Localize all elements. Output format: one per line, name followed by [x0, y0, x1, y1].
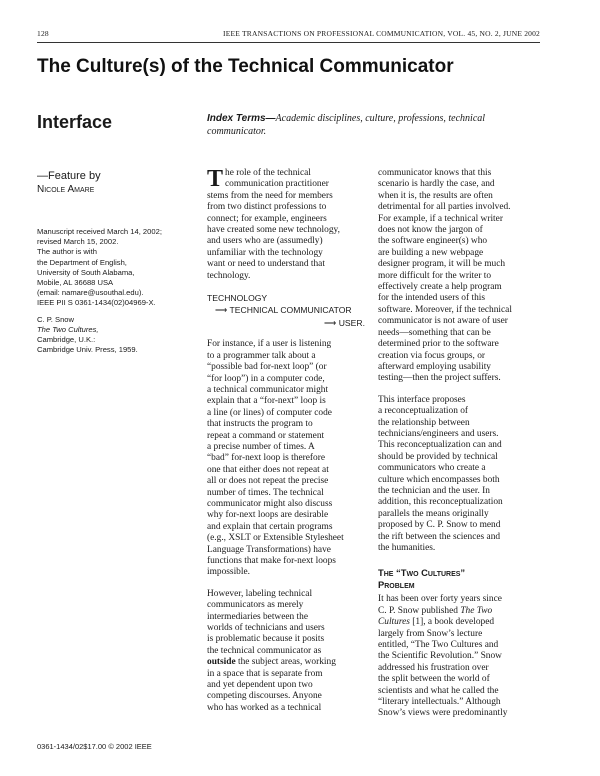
text-line: want or need to understand that	[207, 259, 325, 270]
text-line: “literary intellectuals.” Although	[378, 697, 501, 708]
text-line: creation via focus groups, or	[378, 350, 485, 361]
text-line: repeat a command or statement	[207, 430, 325, 441]
text-line: culture which encompasses both	[378, 474, 500, 485]
body-column-1	[207, 168, 365, 714]
journal-citation: IEEE TRANSACTIONS ON PROFESSIONAL COMMUNICATION, VOL. 45, NO. 2, JUNE 2002	[223, 29, 540, 38]
note-line: (email: namare@usouthal.edu).	[37, 288, 144, 298]
text-line: why for-next loops are desirable	[207, 510, 329, 521]
subhead-line: Problem	[378, 579, 415, 591]
text-line: addition, this reconceptualization	[378, 497, 503, 508]
flow-sequence	[207, 292, 365, 329]
text-line: from two distinct professions to	[207, 202, 327, 213]
running-header	[37, 29, 540, 41]
text-line: is problematic because it posits	[207, 634, 325, 645]
sequence-line: ⟶ TECHNICAL COMMUNICATOR	[215, 305, 352, 316]
subsection-heading	[378, 567, 538, 591]
text-line: needs—something that can be	[378, 327, 491, 338]
text-line: when it is, the results are often	[378, 190, 493, 201]
text-line: “for loop”) in a computer code,	[207, 373, 325, 384]
article-title: The Culture(s) of the Technical Communicator	[37, 56, 454, 77]
text-line: connect; for example, engineers	[207, 213, 327, 224]
text-line: the relationship between	[378, 417, 470, 428]
text-line: designer program, it will be much	[378, 259, 506, 270]
text-line: This interface proposes	[378, 394, 466, 405]
text-line: and explain that certain programs	[207, 521, 333, 532]
text-line: communicator might also discuss	[207, 498, 333, 509]
text-line: communicators as merely	[207, 600, 304, 611]
note-line: revised March 15, 2002.	[37, 237, 119, 247]
text-line: the humanities.	[378, 543, 436, 553]
copyright-footer: 0361-1434/02$17.00 © 2002 IEEE	[37, 742, 152, 751]
text-line: are building a new webpage	[378, 247, 484, 258]
text-line: proposed by C. P. Snow to mend	[378, 520, 501, 531]
text-line: stems from the need for members	[207, 190, 333, 201]
header-rule	[37, 42, 540, 43]
text-line: technology.	[207, 270, 251, 281]
feature-byline	[37, 170, 101, 196]
text-line: addressed his frustration over	[378, 662, 489, 673]
note-line: University of South Alabama,	[37, 267, 135, 277]
text-line: “bad” for-next loop is therefore	[207, 453, 325, 464]
manuscript-notes	[37, 227, 202, 355]
text-fragment: the subject areas, working	[235, 657, 336, 668]
citation-work: The Two Cultures,	[37, 324, 99, 334]
text-line: It has been over forty years since	[378, 594, 502, 605]
text-line: afterward employing usability	[378, 361, 491, 372]
text-line: a technical communicator might	[207, 384, 329, 395]
text-line: that instructs the program to	[207, 419, 313, 430]
text-fragment: [1], a book developed	[409, 617, 495, 628]
drop-cap: T	[207, 166, 224, 192]
text-line: and yet dependent upon two	[207, 680, 313, 691]
text-line: communicator knows that this	[378, 168, 492, 178]
text-line: all or does not repeat the precise	[207, 476, 329, 487]
text-line: worlds of technicians and users	[207, 623, 325, 634]
text-line: who has worked as a technical	[207, 702, 322, 713]
text-line: he role of the technical	[225, 168, 311, 178]
text-line	[378, 617, 538, 628]
book-title: The Two	[460, 605, 493, 616]
text-line: Snow’s views were predominantly	[378, 708, 508, 719]
text-line: the Scientific Revolution.” Snow	[378, 651, 502, 662]
text-line: parallels the means originally	[378, 508, 489, 519]
text-line: one that either does not repeat at	[207, 464, 329, 475]
text-line: However, labeling technical	[207, 588, 313, 599]
text-line: the split between the world of	[378, 674, 490, 685]
text-line: detrimental for all parties involved.	[378, 202, 511, 213]
section-heading: Interface	[37, 112, 113, 132]
text-line: number of times. The technical	[207, 487, 324, 498]
text-line: a reconceptualization of	[378, 406, 469, 417]
text-line: functions that make for-next loops	[207, 556, 336, 566]
text-line: a line (or lines) of computer code	[207, 407, 332, 418]
note-line: Mobile, AL 36688 USA	[37, 278, 114, 288]
note-line: Manuscript received March 14, 2002;	[37, 227, 162, 236]
body-column-2	[378, 168, 538, 720]
citation-publisher: Cambridge Univ. Press, 1959.	[37, 345, 138, 355]
subhead-line: The “Two Cultures”	[378, 567, 466, 579]
text-line: effectively create a help program	[378, 282, 502, 293]
emphasis-outside: outside	[207, 657, 236, 668]
text-line: technicians/engineers and users.	[378, 428, 499, 439]
text-line: communicators who create a	[378, 463, 486, 474]
text-line: testing—then the project suffers.	[378, 373, 501, 384]
text-line: a precise number of times. A	[207, 441, 315, 452]
text-line: intermediaries between the	[207, 611, 308, 622]
index-terms	[207, 112, 537, 138]
text-line: largely from Snow’s lecture	[378, 628, 483, 639]
text-line: entitled, “The Two Cultures and	[378, 640, 499, 651]
text-line: the software engineer(s) who	[378, 236, 488, 247]
note-line: IEEE PII S 0361-1434(02)04969-X.	[37, 298, 156, 308]
text-line: unfamiliar with the technology	[207, 247, 323, 258]
page-number: 128	[37, 29, 49, 38]
text-line: the technician and the user. In	[378, 485, 490, 496]
index-terms-label: Index Terms—	[207, 113, 276, 124]
text-line: communication practitioner	[225, 179, 329, 190]
text-line: scientists and what he called the	[378, 685, 499, 696]
text-line: determined prior to the software	[378, 339, 499, 350]
citation-place: Cambridge, U.K.:	[37, 335, 96, 345]
text-line: Language Transformations) have	[207, 544, 331, 555]
author-name: Nicole Amare	[37, 184, 95, 195]
index-terms-text: Academic disciplines, culture, professions, technical communicator.	[207, 113, 486, 137]
citation-author: C. P. Snow	[37, 314, 75, 324]
text-line: to a programmer talk about a	[207, 350, 316, 361]
text-line: software. Moreover, if the technical	[378, 304, 512, 315]
text-line: For instance, if a user is listening	[207, 339, 332, 350]
text-line: and users who are (assumedly)	[207, 236, 323, 247]
text-line: For example, if a technical writer	[378, 213, 503, 224]
book-title: Cultures	[378, 617, 410, 628]
note-line: the Department of English,	[37, 257, 127, 267]
text-line: communicator is not aware of user	[378, 316, 508, 327]
sequence-line: TECHNOLOGY	[207, 293, 268, 304]
text-fragment: C. P. Snow published	[378, 605, 461, 616]
text-line	[378, 606, 538, 617]
text-line: have created some new technology,	[207, 225, 340, 236]
text-line: impossible.	[207, 567, 250, 578]
text-line: explain that a “for-next” loop is	[207, 396, 326, 407]
text-line: “possible bad for-next loop” (or	[207, 362, 327, 373]
text-line: should be provided by technical	[378, 451, 498, 462]
text-line: (e.g., XSLT or Extensible Stylesheet	[207, 533, 344, 544]
text-line: the technical communicator as	[207, 645, 322, 656]
text-line: competing discourses. Anyone	[207, 691, 322, 702]
text-line: does not know the jargon of	[378, 225, 483, 236]
sequence-line: ⟶ USER.	[324, 317, 365, 328]
text-line	[207, 657, 365, 668]
text-line: scenario is hardly the case, and	[378, 179, 495, 190]
feature-label: —Feature by	[37, 170, 101, 182]
text-line: for the intended users of this	[378, 293, 486, 304]
text-line: the rift between the sciences and	[378, 531, 501, 542]
text-line: in a space that is separate from	[207, 668, 323, 679]
text-line: more difficult for the writer to	[378, 270, 492, 281]
note-line: The author is with	[37, 247, 97, 257]
text-line: This reconceptualization can and	[378, 440, 502, 451]
